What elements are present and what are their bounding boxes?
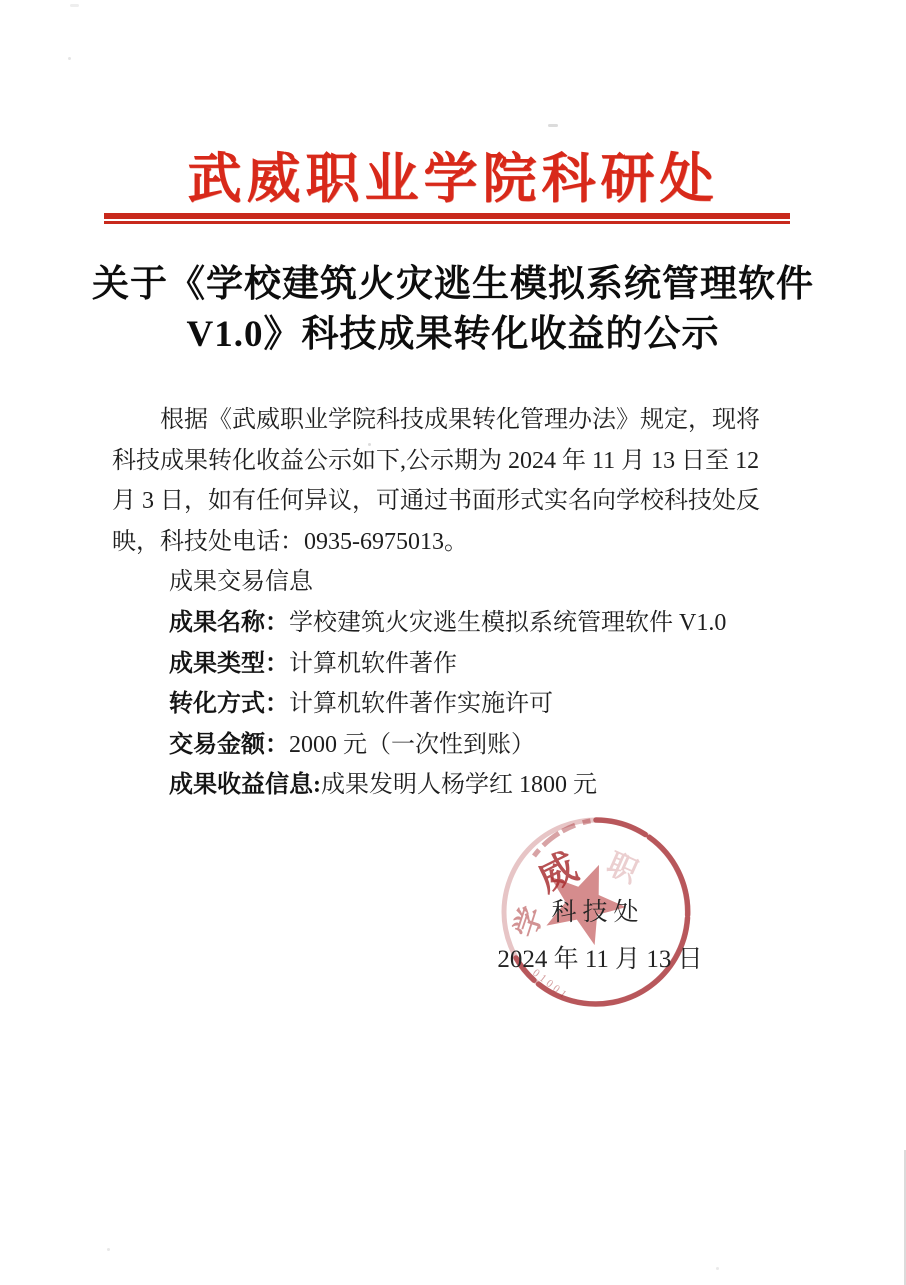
document-title-line-1: 关于《学校建筑火灾逃生模拟系统管理软件 <box>92 264 814 305</box>
section-heading: 成果交易信息 <box>169 569 313 596</box>
document-body <box>112 400 780 806</box>
result-item-method <box>112 684 780 725</box>
scan-artifact <box>70 4 79 7</box>
item-label: 成果类型： <box>169 650 289 677</box>
item-value: 2000 元（一次性到账） <box>289 731 535 758</box>
scan-artifact <box>368 443 371 446</box>
seal-character-side: 学 <box>509 902 550 942</box>
item-value: 计算机软件著作实施许可 <box>289 691 553 718</box>
item-label: 转化方式： <box>169 691 289 718</box>
paragraph-line: 根据《武威职业学院科技成果转化管理办法》规定，现将 <box>160 407 760 433</box>
item-value: 成果发明人杨学红 1800 元 <box>321 772 597 799</box>
document-title <box>0 260 906 360</box>
scan-artifact <box>548 124 558 127</box>
scan-artifact <box>716 1267 719 1270</box>
paragraph-line: 月 3 日，如有任何异议，可通过书面形式实名向学校科技处反 <box>112 488 760 515</box>
item-label: 成果收益信息: <box>169 772 321 799</box>
masthead-title: 武威职业学院科研处 <box>187 149 719 209</box>
item-label: 交易金额： <box>169 731 289 758</box>
result-item-amount <box>112 725 780 766</box>
item-value: 计算机软件著作 <box>289 650 457 677</box>
masthead-divider-thin-line <box>104 221 790 224</box>
masthead-divider-thick-line <box>104 213 790 219</box>
signature-department: 科技处 <box>551 899 645 926</box>
item-value: 学校建筑火灾逃生模拟系统管理软件 V1.0 <box>289 609 727 636</box>
result-item-type <box>112 644 780 685</box>
masthead-divider <box>104 213 790 224</box>
paragraph-line: 映，科技处电话：0935-6975013。 <box>112 528 468 555</box>
scan-artifact <box>68 57 71 60</box>
scan-artifact <box>107 1248 110 1251</box>
signature-date: 2024 年 11 月 13 日 <box>497 946 703 973</box>
seal-character-faint: 职 <box>601 847 643 890</box>
item-label: 成果名称： <box>169 609 289 636</box>
seal-serial-number: 01001 <box>530 966 572 1003</box>
result-item-name <box>112 603 780 644</box>
result-item-income <box>112 765 780 806</box>
document-title-line-2: V1.0》科技成果转化收益的公示 <box>186 314 720 355</box>
paragraph-line: 科技成果转化收益公示如下,公示期为 2024 年 11 月 13 日至 12 <box>112 447 760 474</box>
seal-character-main: 威 <box>531 846 585 901</box>
